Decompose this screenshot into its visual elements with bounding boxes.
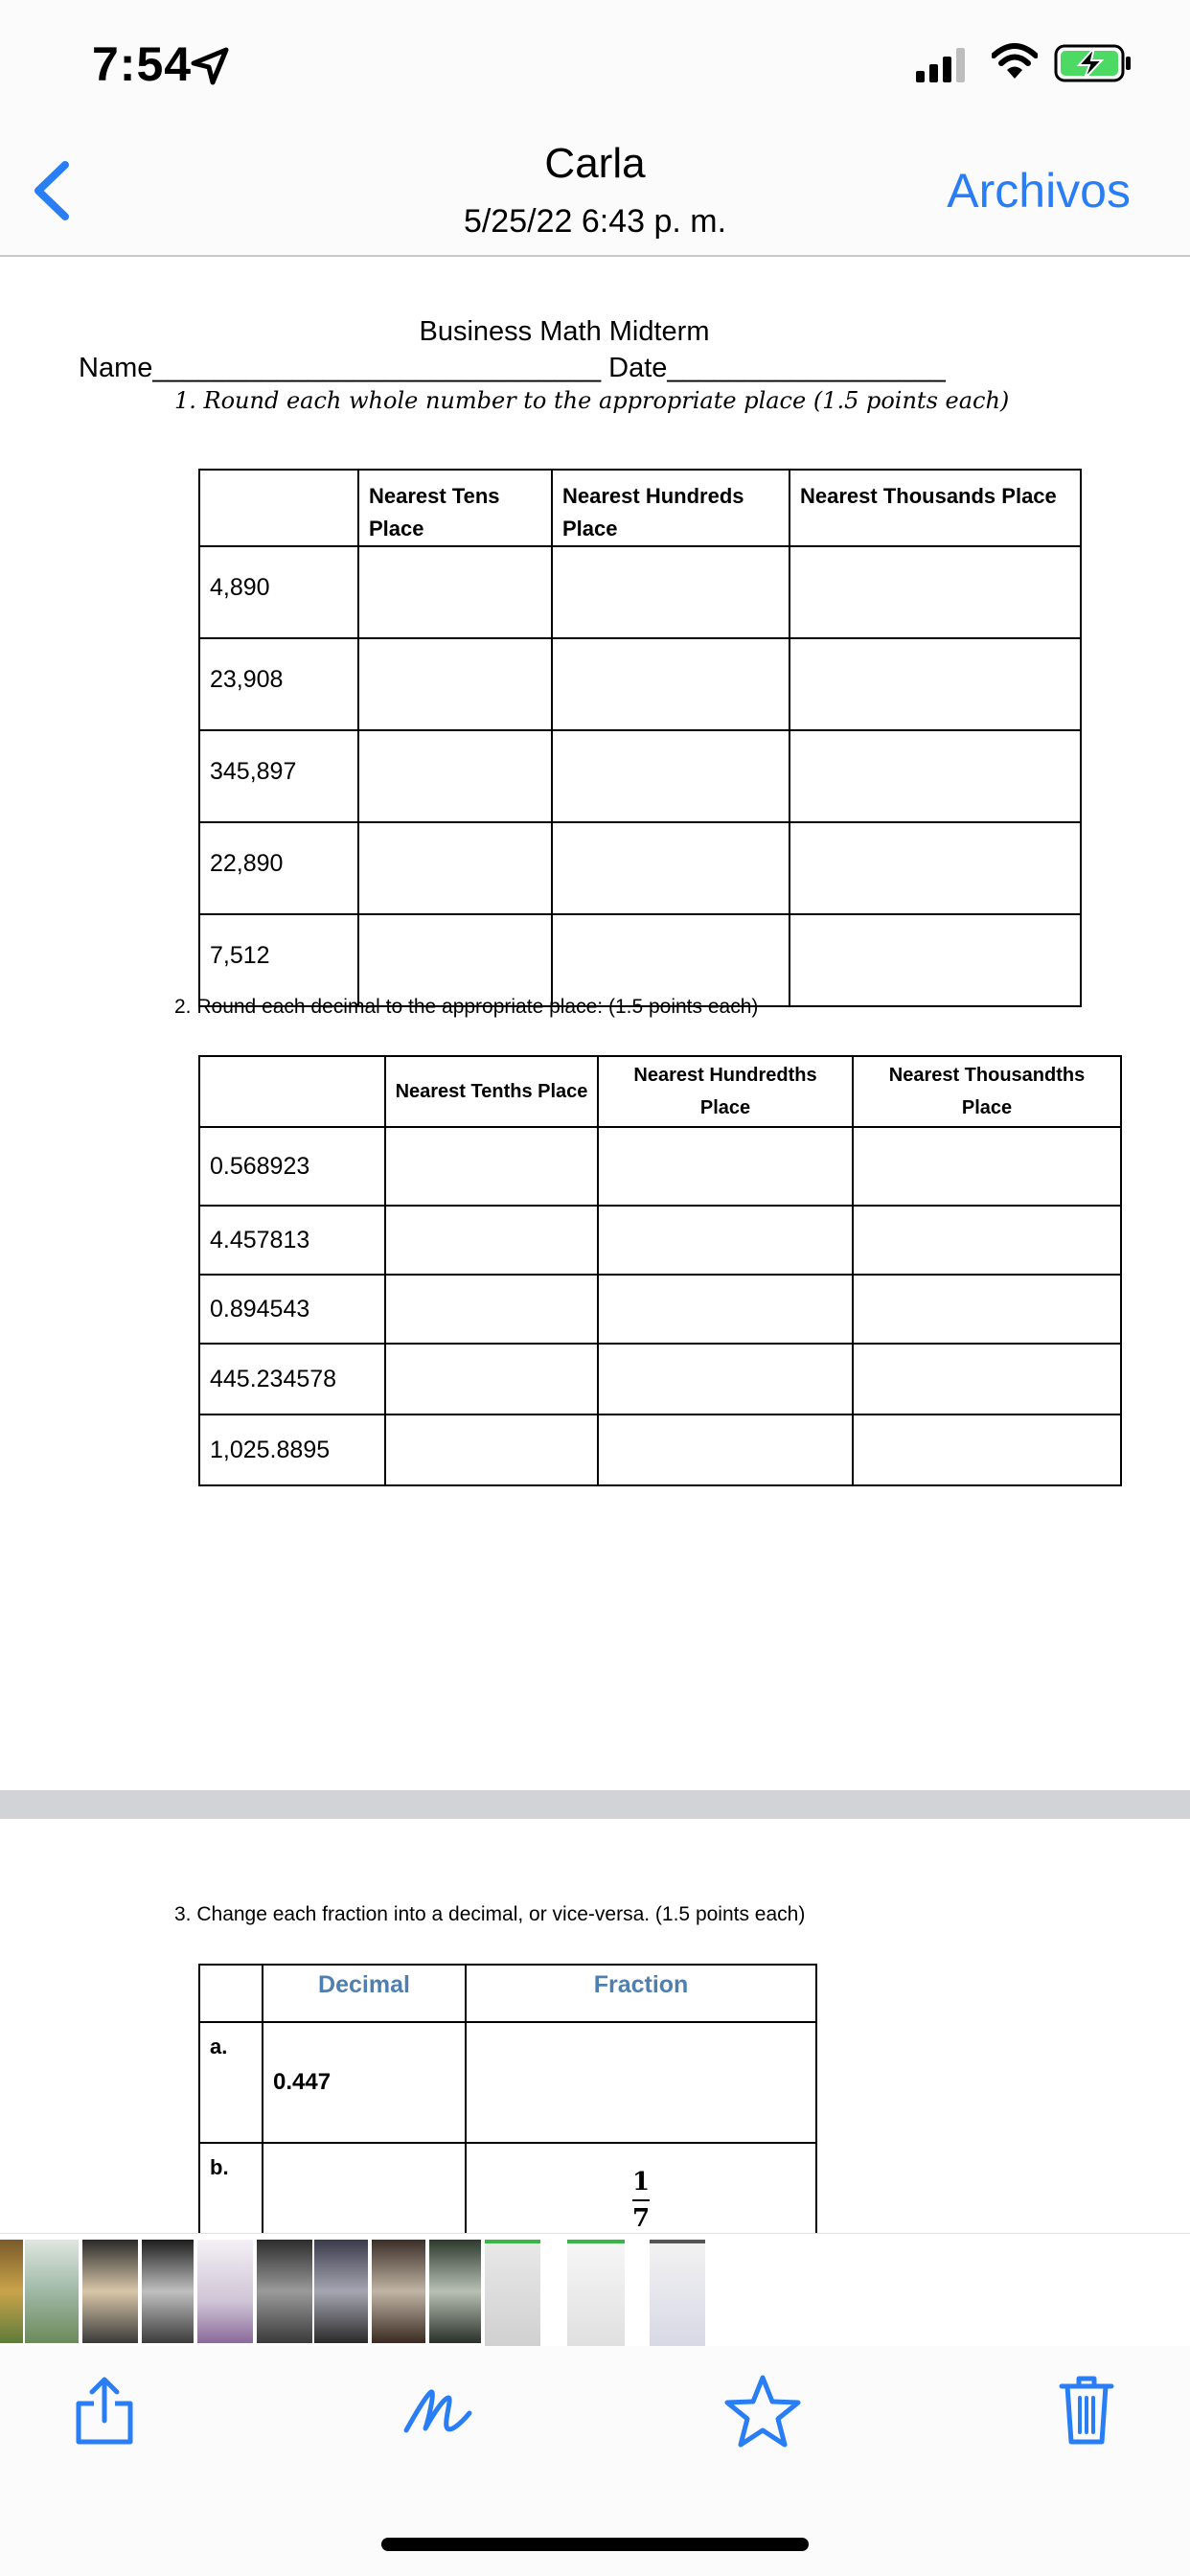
answer-cell <box>853 1206 1121 1275</box>
row-letter: a. <box>199 2022 263 2143</box>
answer-cell <box>385 1206 598 1275</box>
thumbnail[interactable] <box>429 2240 481 2343</box>
page-thumbnail-strip[interactable] <box>0 2233 1190 2347</box>
answer-cell <box>853 1127 1121 1206</box>
answer-cell <box>358 914 552 1006</box>
home-indicator[interactable] <box>381 2538 809 2551</box>
table-row <box>199 638 1081 730</box>
answer-cell <box>790 730 1081 822</box>
battery-charging-icon <box>1054 44 1133 82</box>
location-arrow-icon <box>188 44 232 88</box>
table-row <box>199 2022 816 2143</box>
answer-cell <box>385 1127 598 1206</box>
archivos-button[interactable]: Archivos <box>947 164 1131 218</box>
fraction-bar <box>632 2199 650 2201</box>
status-time: 7:54 <box>92 37 193 91</box>
cellular-signal-icon <box>916 48 970 82</box>
whole-number-rounding-table <box>198 469 1082 1007</box>
row-value: 1,025.8895 <box>199 1414 385 1485</box>
row-value: 23,908 <box>199 638 358 730</box>
question-1-prompt: 1. Round each whole number to the appropriate place (1.5 points each) <box>174 387 1010 414</box>
thumbnail[interactable] <box>82 2240 138 2343</box>
answer-cell <box>598 1414 853 1485</box>
answer-cell <box>853 1414 1121 1485</box>
thumbnail[interactable] <box>257 2240 312 2343</box>
thumbnail[interactable] <box>197 2240 253 2343</box>
nav-subtitle-date: 5/25/22 6:43 p. m. <box>463 203 727 240</box>
thumbnail[interactable] <box>372 2240 425 2343</box>
header-nearest-thousandths: Nearest Thousandths Place <box>853 1056 1121 1127</box>
fraction-denominator: 7 <box>631 2204 651 2233</box>
markup-icon[interactable] <box>402 2384 481 2442</box>
table-row <box>199 1344 1121 1414</box>
trash-icon[interactable] <box>1058 2373 1115 2448</box>
share-icon[interactable] <box>73 2375 136 2448</box>
answer-cell <box>853 1275 1121 1344</box>
answer-cell <box>790 638 1081 730</box>
answer-cell <box>385 1414 598 1485</box>
decimal-value: 0.447 <box>263 2022 466 2143</box>
row-value: 0.894543 <box>199 1275 385 1344</box>
thumbnail[interactable] <box>25 2240 79 2343</box>
row-value: 22,890 <box>199 822 358 914</box>
row-letter: b. <box>199 2143 263 2258</box>
header-nearest-tenths: Nearest Tenths Place <box>385 1056 598 1127</box>
thumbnail[interactable] <box>567 2240 625 2347</box>
answer-cell <box>358 546 552 638</box>
table-row <box>199 730 1081 822</box>
header-nearest-thousands: Nearest Thousands Place <box>790 470 1081 546</box>
answer-cell <box>853 1344 1121 1414</box>
table-header-row <box>199 470 1081 546</box>
answer-cell <box>552 822 790 914</box>
row-value: 0.568923 <box>199 1127 385 1206</box>
table-header-row <box>199 1965 816 2022</box>
answer-cell <box>790 914 1081 1006</box>
header-nearest-hundreds: Nearest Hundreds Place <box>552 470 790 546</box>
table-row <box>199 1275 1121 1344</box>
wifi-icon <box>992 42 1038 80</box>
answer-cell <box>358 638 552 730</box>
answer-cell <box>385 1275 598 1344</box>
answer-cell <box>790 822 1081 914</box>
answer-cell <box>598 1206 853 1275</box>
name-date-line: Name_____________________________ Date__________________ <box>79 353 946 383</box>
blank-header-cell <box>199 1965 263 2022</box>
answer-cell <box>552 730 790 822</box>
answer-cell <box>385 1344 598 1414</box>
answer-cell <box>598 1275 853 1344</box>
document-title: Business Math Midterm <box>419 316 710 347</box>
table-row <box>199 1127 1121 1206</box>
header-nearest-hundredths: Nearest Hundredths Place <box>598 1056 853 1127</box>
header-nearest-tens: Nearest Tens Place <box>358 470 552 546</box>
header-decimal: Decimal <box>263 1965 466 2022</box>
answer-cell <box>358 822 552 914</box>
row-value: 445.234578 <box>199 1344 385 1414</box>
thumbnail[interactable] <box>485 2240 540 2347</box>
table-header-row <box>199 1056 1121 1127</box>
row-value: 345,897 <box>199 730 358 822</box>
thumbnail[interactable] <box>314 2240 368 2343</box>
row-value: 4.457813 <box>199 1206 385 1275</box>
fraction-cell <box>466 2022 816 2143</box>
table-row <box>199 1414 1121 1485</box>
blank-header-cell <box>199 470 358 546</box>
row-value: 7,512 <box>199 914 358 1006</box>
blank-header-cell <box>199 1056 385 1127</box>
fraction-numerator: 1 <box>631 2168 651 2196</box>
answer-cell <box>358 730 552 822</box>
header-fraction: Fraction <box>466 1965 816 2022</box>
favorite-star-icon[interactable] <box>722 2373 803 2450</box>
answer-cell <box>598 1127 853 1206</box>
answer-cell <box>552 914 790 1006</box>
thumbnail[interactable] <box>0 2240 23 2343</box>
table-row <box>199 546 1081 638</box>
thumbnail[interactable] <box>650 2240 705 2347</box>
question-3-prompt: 3. Change each fraction into a decimal, or vice-versa. (1.5 points each) <box>174 1903 806 1925</box>
answer-cell <box>552 638 790 730</box>
table-row <box>199 822 1081 914</box>
thumbnail[interactable] <box>142 2240 194 2343</box>
row-value: 4,890 <box>199 546 358 638</box>
fraction-decimal-table <box>198 1964 817 2259</box>
answer-cell <box>790 546 1081 638</box>
page-separator <box>0 1790 1190 1819</box>
answer-cell <box>552 546 790 638</box>
nav-title: Carla <box>544 140 646 187</box>
table-row <box>199 1206 1121 1275</box>
answer-cell <box>598 1344 853 1414</box>
question-2-prompt: 2. Round each decimal to the appropriate place: (1.5 points each) <box>174 996 759 1018</box>
decimal-rounding-table <box>198 1055 1122 1486</box>
table-row <box>199 914 1081 1006</box>
